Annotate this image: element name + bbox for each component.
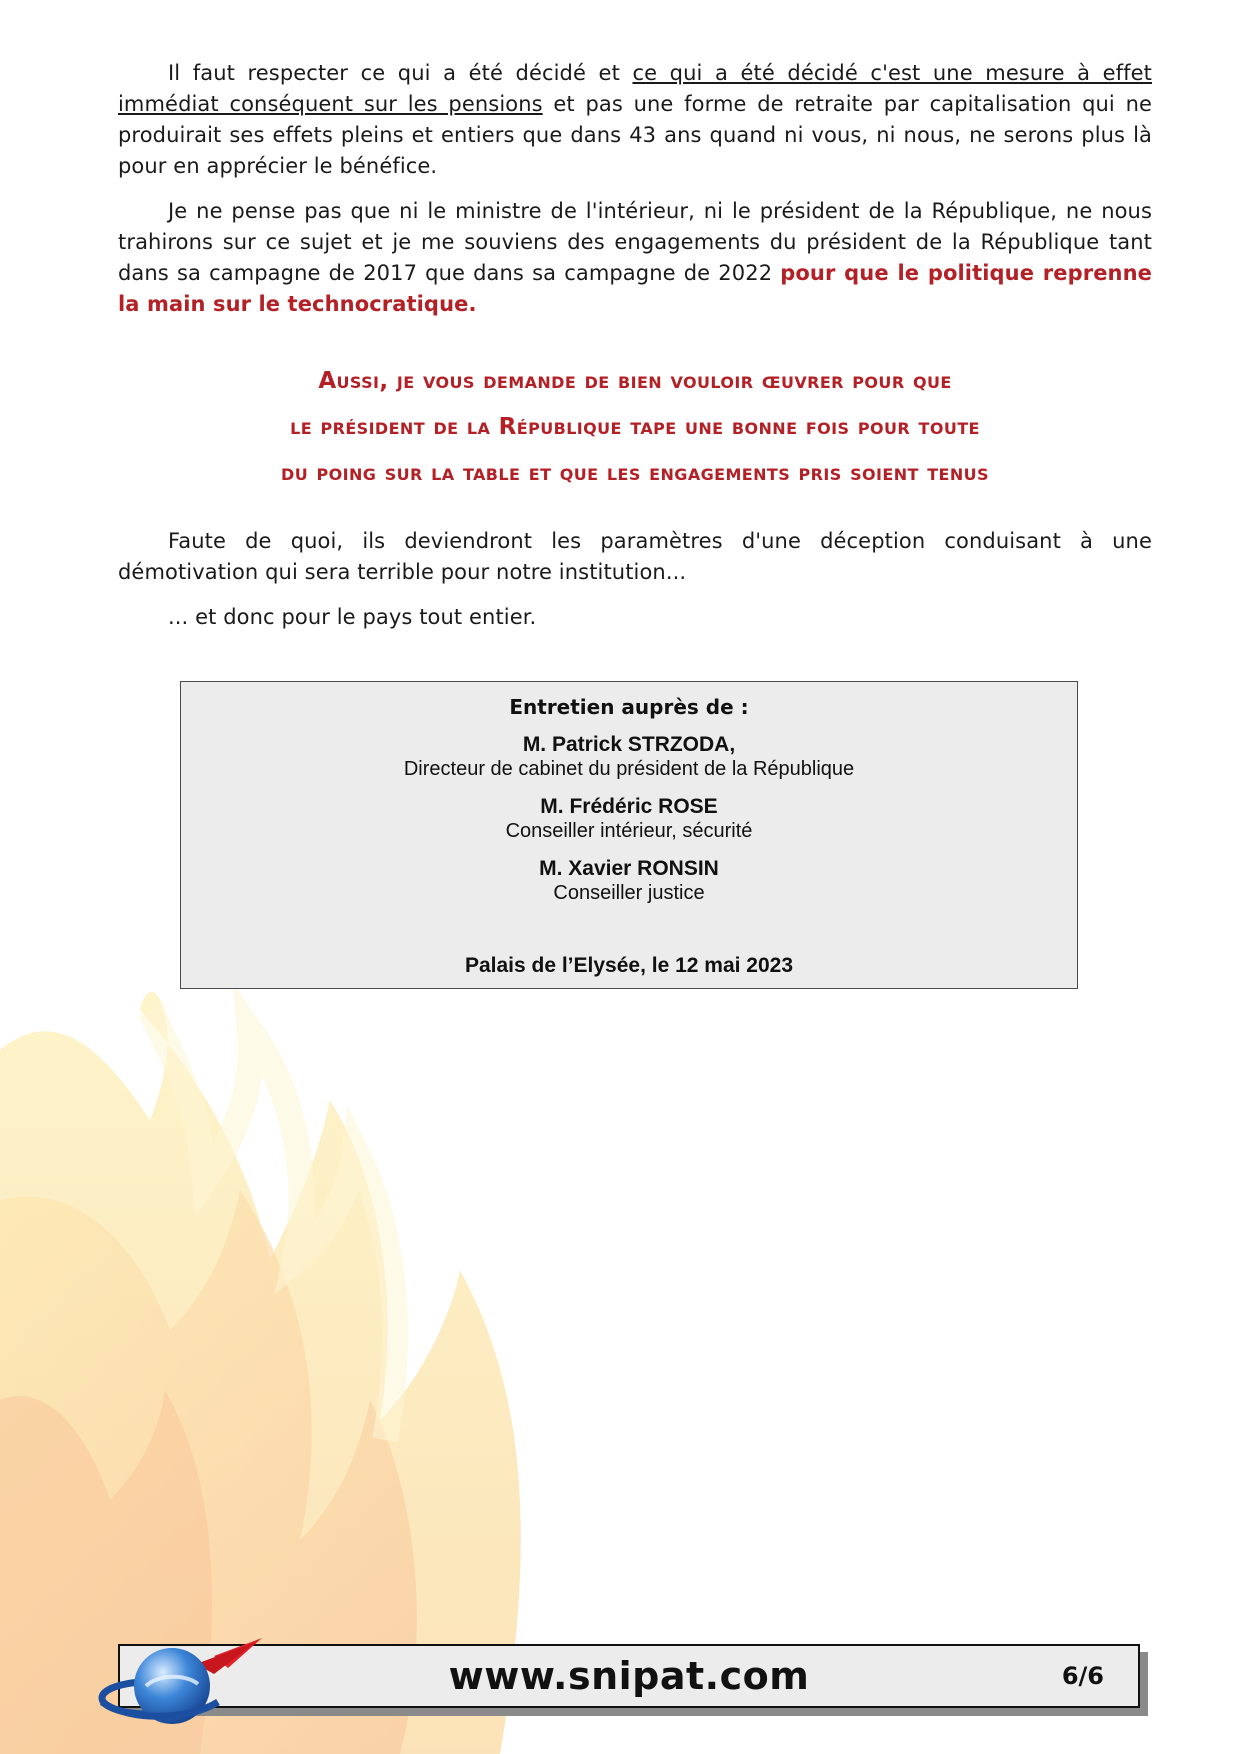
callout-line-3: du poing sur la table et que les engagements pris soient tenus <box>281 460 989 486</box>
person-name: M. Frédéric ROSE <box>540 795 718 818</box>
person-role: Conseiller justice <box>553 882 705 904</box>
underlined-emphasis: ce qui a été décidé c'est une mesure à effet immédiat conséquent sur les pensions <box>118 61 1152 116</box>
person-name: M. Xavier RONSIN <box>539 857 719 880</box>
place-date: Palais de l’Elysée, le 12 mai 2023 <box>464 954 794 977</box>
person-ronsin <box>181 857 1077 905</box>
paragraph-engagements <box>118 196 1152 320</box>
person-rose <box>181 795 1077 843</box>
paragraph-text: et pas une forme de retraite par capitalisation qui ne produirait ses effets pleins et entiers que dans 43 ans quand ni vous, ni nous, ne serons plus là pour en apprécier le bénéfice. <box>118 92 1152 178</box>
callout-line-1: Aussi, je vous demande de bien vouloir œuvrer pour que <box>318 368 952 394</box>
person-strzoda <box>181 733 1077 781</box>
red-emphasis: pour que le politique reprenne la main sur le technocratique. <box>118 261 1152 316</box>
meeting-heading: Entretien auprès de : <box>509 695 749 719</box>
letter-body <box>118 58 1152 647</box>
paragraph-conclusion: ... et donc pour le pays tout entier. <box>168 605 537 629</box>
person-role: Conseiller intérieur, sécurité <box>505 820 753 842</box>
website-url: www.snipat.com <box>448 1654 810 1698</box>
callout-line-2: le président de la République tape une bonne fois pour toute <box>290 414 980 440</box>
callout-request <box>118 358 1152 496</box>
snipat-globe-logo-icon <box>96 1628 266 1728</box>
paragraph-text: Je ne pense pas que ni le ministre de l'intérieur, ni le président de la République, ne nous trahirons sur ce sujet et je me souviens des engagements du président de la République tant dans sa campagne de 2017 que dans sa campagne de 2022 <box>118 199 1152 285</box>
page-number: 6/6 <box>1061 1662 1104 1690</box>
person-role: Directeur de cabinet du président de la République <box>403 758 855 780</box>
paragraph-deception: Faute de quoi, ils deviendront les paramètres d'une déception conduisant à une démotivation qui sera terrible pour notre institution... <box>118 529 1152 584</box>
page-footer <box>118 1644 1140 1708</box>
person-name: M. Patrick STRZODA, <box>522 733 736 756</box>
paragraph-respect <box>118 58 1152 182</box>
paragraph-text: Il faut respecter ce qui a été décidé et <box>168 61 633 85</box>
meeting-box <box>180 681 1078 989</box>
